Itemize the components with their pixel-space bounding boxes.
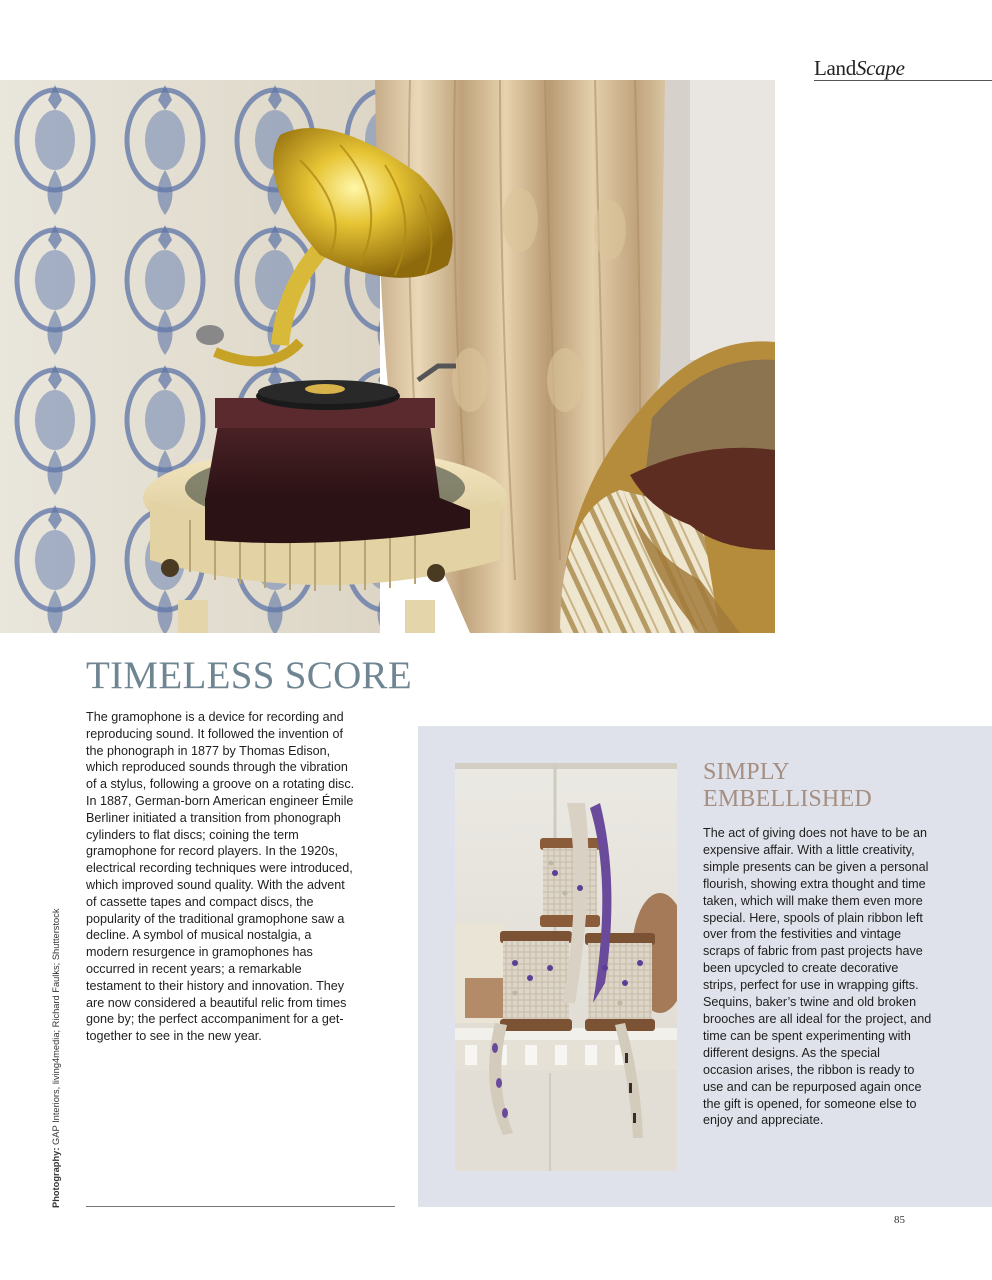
masthead xyxy=(814,56,992,82)
sidebar-heading: SIMPLY EMBELLISHED xyxy=(703,759,872,812)
article-headline: TIMELESS SCORE xyxy=(86,654,412,697)
article-body: The gramophone is a device for recording and reproducing sound. It followed the invention of the phonograph in 1877 by Thomas Edison, which reproduced sounds through the vibration of a stylus, following a groove on a rotating disc. In 1887, German-born American engineer Émile Berliner initiated a transition from phonograph cylinders to flat discs; coining the term gramophone for record players. In the 1920s, electrical recording techniques were introduced, which improved sound quality. With the advent of cassette tapes and compact discs, the popularity of the traditional gramophone saw a decline. A symbol of musical nostalgia, a modern resurgence in gramophones has occurred in recent years; a remarkable testament to their history and innovation. They are now considered a beautiful relic from times gone by; the perfect accompaniment for a get-together to see in the new year. xyxy=(86,710,355,1044)
ribbon-spools-photo xyxy=(455,763,677,1171)
gramophone-photo xyxy=(0,80,775,633)
masthead-rule xyxy=(814,80,992,81)
bottom-rule xyxy=(86,1206,395,1207)
photo-credit: Photography: GAP Interiors, living4media; Richard Faulks; Shutterstock xyxy=(51,908,61,1208)
sidebar-body: The act of giving does not have to be an expensive affair. With a little creativity, simple presents can be given a personal flourish, showing extra thought and time taken, which will make them even more special. Here, spools of plain ribbon left over from the festivities and vintage scraps of fabric from past projects have been upcycled to create decorative strips, perfect for use in wrapping gifts. Sequins, baker’s twine and old broken brooches are all ideal for the project, and time can be spent experimenting with different designs. As the special occasion arises, the ribbon is ready to use and can be repurposed again once the gift is opened, for someone else to enjoy and appreciate. xyxy=(703,826,932,1128)
page-number: 85 xyxy=(894,1214,905,1226)
magazine-logo: LandScape xyxy=(814,56,905,80)
